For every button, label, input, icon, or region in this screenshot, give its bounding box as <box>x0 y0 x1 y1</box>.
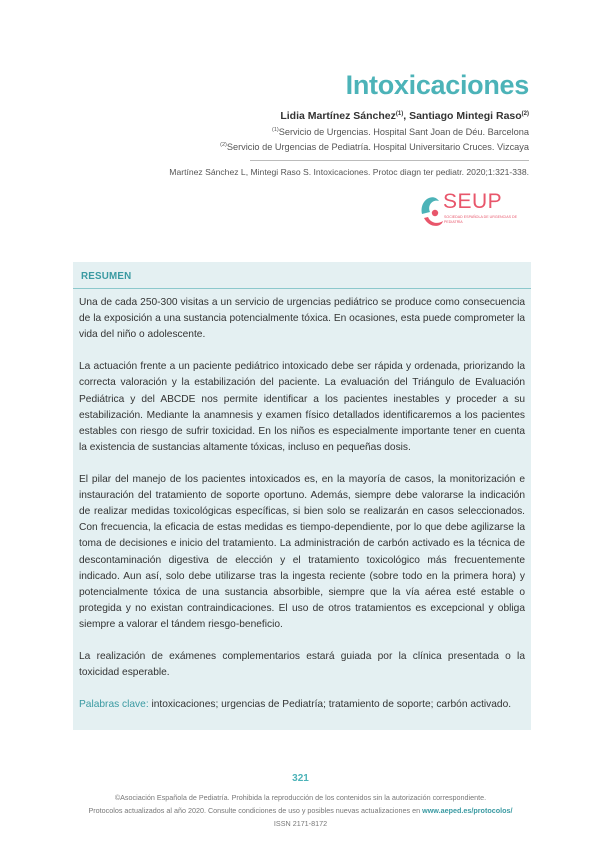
update-notice-text: Protocolos actualizados al año 2020. Consulte condiciones de uso y posibles nuevas actualizaciones en <box>88 806 423 815</box>
author-affiliation-marker: (1) <box>395 111 404 117</box>
author-affiliation-marker: (2) <box>521 111 529 117</box>
abstract-paragraph: Una de cada 250-300 visitas a un servicio de urgencias pediátrico se produce como consecuencia de la exposición a una sustancia potencialmente tóxica. En ocasiones, esta puede comprometer la vida del niño o adolescente. <box>79 297 525 341</box>
citation: Martínez Sánchez L, Mintegi Raso S. Intoxicaciones. Protoc diagn ter pediatr. 2020;1:321-338. <box>169 167 529 177</box>
author-list <box>280 110 529 122</box>
keywords-label: Palabras clave: <box>79 699 149 711</box>
page-number: 321 <box>292 773 309 784</box>
abstract-heading: RESUMEN <box>81 271 132 282</box>
issn: ISSN 2171-8172 <box>273 819 328 828</box>
author-name: Santiago Mintegi Raso <box>409 110 522 122</box>
affiliation-text: Servicio de Urgencias de Pediatría. Hospital Universitario Cruces. Vizcaya <box>226 142 529 152</box>
update-notice <box>0 806 601 815</box>
affiliation-marker: (2) <box>220 142 227 148</box>
affiliation-marker: (1) <box>272 127 279 133</box>
logo-text: SEUP <box>443 190 503 213</box>
author-name: Lidia Martínez Sánchez <box>280 110 396 122</box>
keywords <box>79 697 525 713</box>
abstract-paragraph: La realización de exámenes complementarios estará guiada por la clínica presentada o la toxicidad esperable. <box>79 651 525 679</box>
affiliation <box>272 127 529 137</box>
keywords-list: intoxicaciones; urgencias de Pediatría; tratamiento de soporte; carbón activado. <box>148 699 512 711</box>
abstract-header <box>73 262 531 289</box>
logo-subtitle: SOCIEDAD ESPAÑOLA DE URGENCIAS DE PEDIATRÍA <box>444 215 518 224</box>
abstract-box <box>73 262 531 730</box>
copyright-notice: ©Asociación Española de Pediatría. Prohibida la reproducción de los contenidos sin la autorización correspondiente. <box>114 793 487 802</box>
abstract-paragraph: La actuación frente a un paciente pediátrico intoxicado debe ser rápida y ordenada, priorizando la correcta valoración y la estabilización del paciente. La evaluación del Triángulo de Evaluación Pediátrica y del ABCDE nos permite identificar a los pacientes inestables y proceder a su estabilización. Mediante la anamnesis y examen físico detallados identificaremos a los pacientes estables con riesgo de sufrir toxicidad. En los niños es especialmente importante tener en cuenta la existencia de sustancias altamente tóxicas, incluso en pequeñas dosis. <box>79 361 525 453</box>
header-divider <box>250 160 529 161</box>
affiliation <box>220 142 529 152</box>
abstract-body <box>79 295 525 730</box>
protocols-link[interactable]: www.aeped.es/protocolos/ <box>422 806 513 815</box>
abstract-paragraph: El pilar del manejo de los pacientes intoxicados es, en la mayoría de casos, la monitorización e instauración del tratamiento de soporte oportuno. Además, siempre debe valorarse la indicación de realizar medidas toxicológicas específicas, si bien solo se realizarán en casos seleccionados. Con frecuencia, la eficacia de estas medidas es tiempo-dependiente, por lo que debe agilizarse la toma de decisiones e inicio del tratamiento. La administración de carbón activado es la técnica de descontaminación digestiva de elección y el tratamiento toxicológico más frecuentemente indicado. Aun así, solo debe utilizarse tras la ingesta reciente (sobre todo en la primera hora) y potencialmente tóxica de una sustancia absorbible, siempre que la vía aérea esté estable o protegida y no existan contraindicaciones. El uso de otros tratamientos es excepcional y obliga siempre a valorar el tándem riesgo-beneficio. <box>79 474 525 630</box>
affiliation-text: Servicio de Urgencias. Hospital Sant Joan de Déu. Barcelona <box>278 127 529 137</box>
article-title: Intoxicaciones <box>345 70 529 100</box>
author-separator: , <box>403 110 410 122</box>
